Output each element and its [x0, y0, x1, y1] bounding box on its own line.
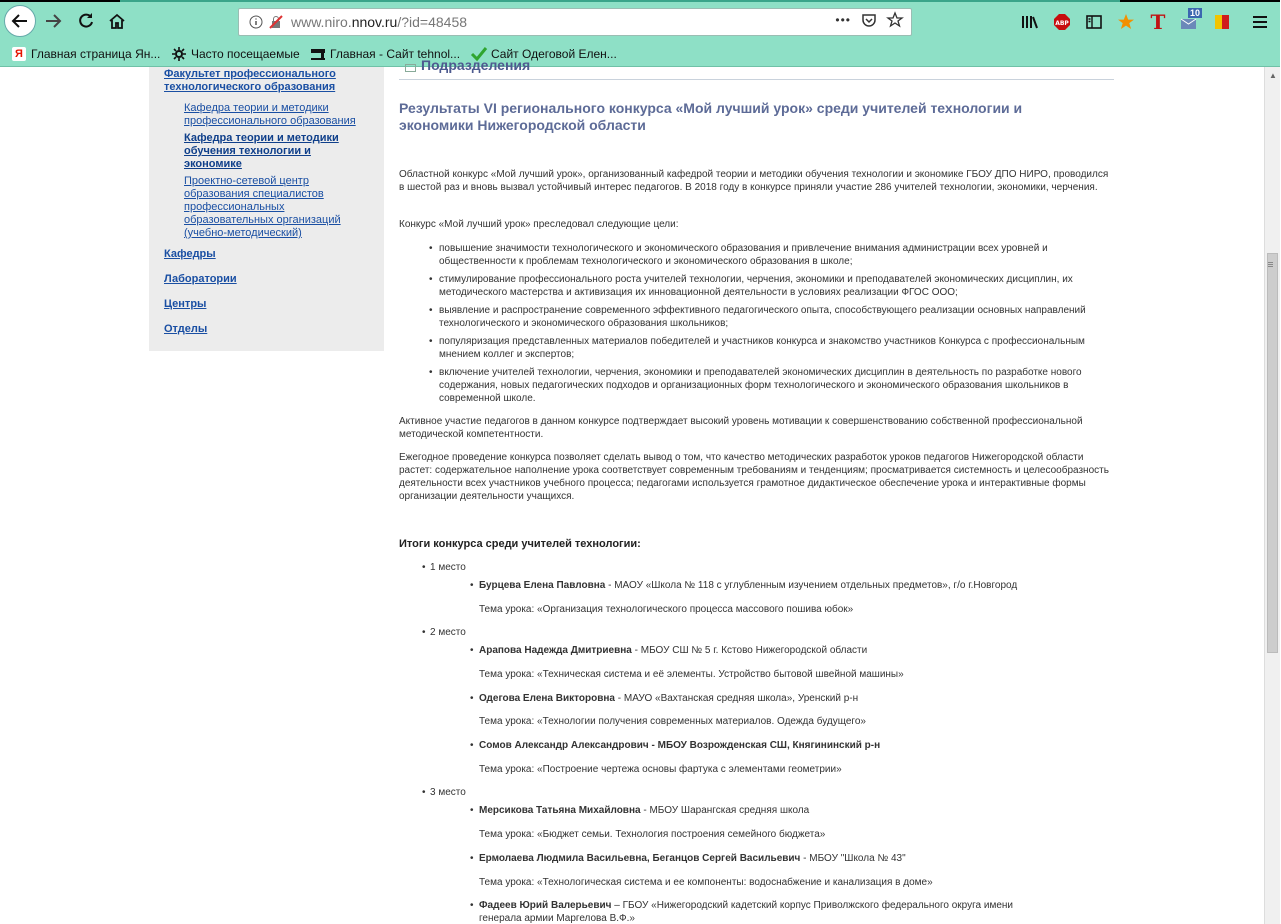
results-title: Итоги конкурса среди учителей технологии:	[399, 538, 641, 550]
sidebar-link-centers[interactable]: Центры	[164, 298, 207, 310]
arrow-right-icon	[44, 12, 62, 30]
article-title: Результаты VI регионального конкурса «Мой лучший урок» среди учителей технологии и экономики Нижегородской области	[399, 100, 1023, 133]
flag-icon	[1213, 13, 1231, 31]
sidebar-link-divisions[interactable]: Отделы	[164, 323, 208, 335]
section-bullet-icon	[405, 64, 416, 72]
scrollbar-grip-icon	[1268, 262, 1273, 263]
sewing-machine-icon	[311, 47, 325, 61]
adblock-button[interactable]	[1050, 10, 1074, 34]
insecure-lock-icon[interactable]	[267, 13, 285, 31]
section-header	[399, 57, 1114, 80]
winner-entry: • Ермолаева Людмила Васильевна, Беганцов Сергей Васильевич - МБОУ "Школа № 43"	[479, 853, 906, 864]
list-item: • стимулирование профессионального роста учителей технологии, черчения, экономики и преподавателей экономических дисциплин, их методического мастерства и активизация их инновационной деятельности в условиях реализации ФГОС ООО;	[425, 273, 1115, 299]
url-text[interactable]: www.niro.nnov.ru/?id=48458	[291, 14, 468, 30]
winner-entry: • Арапова Надежда Дмитриевна - МБОУ СШ № 5 г. Кстово Нижегородской области	[479, 645, 867, 656]
hamburger-menu-icon	[1252, 15, 1268, 29]
translate-t-icon	[1149, 12, 1167, 32]
sidebar-link-laboratories[interactable]: Лаборатории	[164, 273, 237, 285]
paragraph-conclusion: Ежегодное проведение конкурса позволяет сделать вывод о том, что качество методических разработок уроков педагогов Нижегородской области растет: содержательное наполнение урока соответствует современным требованиям и тенденциям; просматривается системность и целесообразность деятельности всех участников учебного процесса; педагогами используется грамотное дидактическое обеспечение урока и интерактивные формы организации деятельности учащихся.	[399, 452, 1109, 502]
place-2: • 2 место	[430, 627, 466, 638]
forward-button[interactable]	[38, 6, 68, 36]
info-icon[interactable]	[247, 13, 265, 31]
list-item: • выявление и распространение современного эффективного педагогического опыта, способствующего реализации основных направлений технологического и экономического образования школьников;	[425, 304, 1115, 330]
goals-intro: Конкурс «Мой лучший урок» преследовал следующие цели:	[399, 219, 679, 230]
lesson-theme: Тема урока: «Техническая система и её элементы. Устройство бытовой швейной машины»	[479, 669, 904, 680]
sidebar-link-technology-dept[interactable]: Кафедра теории и методики обучения технологии и экономике	[184, 132, 339, 170]
list-item: • популяризация представленных материалов победителей и участников конкурса и знакомство участников Конкурса с профессиональным мнением коллег и экспертов;	[425, 335, 1115, 361]
winner-entry: • Мерсикова Татьяна Михайловна - МБОУ Шарангская средняя школа	[479, 805, 809, 816]
place-1: • 1 место	[430, 562, 466, 573]
paragraph-motivation: Активное участие педагогов в данном конкурсе подтверждает высокий уровень мотивации к совершенствованию собственной профессиональной методической компетентности.	[399, 416, 1083, 440]
sidebar-icon	[1086, 15, 1102, 29]
place-3: • 3 место	[430, 787, 466, 798]
winner-entry: • Сомов Александр Александрович - МБОУ Возрожденская СШ, Княгининский р-н	[479, 740, 880, 751]
vertical-scrollbar[interactable]	[1264, 67, 1280, 924]
home-button[interactable]	[102, 6, 132, 36]
intro-paragraph: Областной конкурс «Мой лучший урок», организованный кафедрой теории и методики обучения технологии и экономике ГБОУ ДПО НИРО, проводился в шестой раз и вновь вызвал устойчивый интерес педагогов. В 2018 году в конкурсе приняли участие 286 учителей технологии, экономики, черчения.	[399, 169, 1109, 193]
list-item: • повышение значимости технологического и экономического образования и привлечение внимания администрации всех уровней и общественности к проблемам технологического и экономического образования в школе;	[425, 242, 1115, 268]
mail-extension-button[interactable]	[1178, 10, 1202, 34]
bookmark-tehnol[interactable]: Главная - Сайт tehnol...	[311, 47, 460, 61]
sidebar-button[interactable]	[1082, 10, 1106, 34]
reload-button[interactable]	[71, 6, 101, 36]
winner-entry: • Бурцева Елена Павловна - МАОУ «Школа № 118 с углубленным изучением отдельных предметов», г/о г.Новгород	[479, 580, 1017, 591]
web-page	[0, 57, 1264, 924]
adblock-icon	[1053, 13, 1071, 31]
lesson-theme: Тема урока: «Организация технологического процесса массового пошива юбок»	[479, 604, 854, 615]
lesson-theme: Тема урока: «Бюджет семьи. Технология построения семейного бюджета»	[479, 829, 826, 840]
library-icon	[1021, 14, 1039, 30]
extension-star-button[interactable]	[1114, 10, 1138, 34]
lesson-theme: Тема урока: «Построение чертежа основы фартука с элементами геометрии»	[479, 764, 842, 775]
sidebar-link-departments[interactable]: Кафедры	[164, 248, 216, 260]
yandex-icon: Я	[12, 47, 26, 61]
bookmark-odegova[interactable]: Сайт Одеговой Елен...	[472, 47, 617, 61]
orange-star-icon	[1117, 13, 1135, 31]
back-button[interactable]	[4, 5, 36, 37]
winner-entry: • Фадеев Юрий Валерьевич – ГБОУ «Нижегородский кадетский корпус Приволжского федерального округа имени	[479, 900, 1013, 911]
pocket-icon[interactable]	[861, 12, 877, 28]
section-header-text: Подразделения	[421, 57, 531, 73]
browser-toolbar	[0, 0, 1280, 44]
address-bar[interactable]	[238, 8, 912, 36]
sidebar-link-network-center[interactable]: Проектно-сетевой центр образования специалистов профессиональных образовательных организаций (учебно-методический)	[184, 175, 341, 239]
page-actions-button[interactable]: •••	[835, 13, 851, 27]
mail-count-badge: 10	[1190, 8, 1201, 18]
lesson-theme: Тема урока: «Технологическая система и ее компоненты: водоснабжение и канализация в доме»	[479, 877, 933, 888]
home-icon	[108, 12, 126, 30]
left-sidebar	[149, 67, 384, 351]
translate-extension-button[interactable]	[1146, 10, 1170, 34]
list-item: • включение учителей технологии, черчения, экономики и преподавателей экономических дисциплин в деятельность по разработке нового содержания, новых педагогических подходов и организационных форм технологического и экономического образования школьников в современной школе.	[425, 366, 1115, 405]
flag-extension-button[interactable]	[1210, 10, 1234, 34]
bookmark-yandex[interactable]: Я Главная страница Ян...	[12, 47, 160, 61]
sidebar-link-prof-education-dept[interactable]: Кафедра теории и методики профессионального образования	[184, 102, 356, 127]
menu-button[interactable]	[1248, 10, 1272, 34]
svg-text:ABP: ABP	[1055, 20, 1069, 27]
sidebar-link-faculty[interactable]: Факультет профессионального технологического образования	[164, 68, 336, 93]
scrollbar-thumb[interactable]	[1267, 253, 1278, 653]
arrow-left-icon	[11, 12, 29, 30]
winner-entry: • Одегова Елена Викторовна - МАУО «Вахтанская средняя школа», Уренский р-н	[479, 693, 858, 704]
library-button[interactable]	[1018, 10, 1042, 34]
scroll-up-arrow-icon[interactable]: ▲	[1269, 70, 1277, 80]
svg-text:T: T	[1150, 10, 1166, 34]
bookmark-star-icon[interactable]	[887, 12, 903, 28]
reload-icon	[77, 12, 95, 30]
gear-icon	[172, 47, 186, 61]
active-tab-indicator	[120, 0, 1120, 2]
bookmarks-toolbar	[0, 44, 1280, 67]
bookmark-most-visited[interactable]: Часто посещаемые	[172, 47, 300, 61]
winner-org-continuation: генерала армии Маргелова В.Ф.»	[479, 913, 635, 924]
goals-list	[425, 242, 1115, 410]
lesson-theme: Тема урока: «Технологии получения современных материалов. Одежда будущего»	[479, 716, 866, 727]
